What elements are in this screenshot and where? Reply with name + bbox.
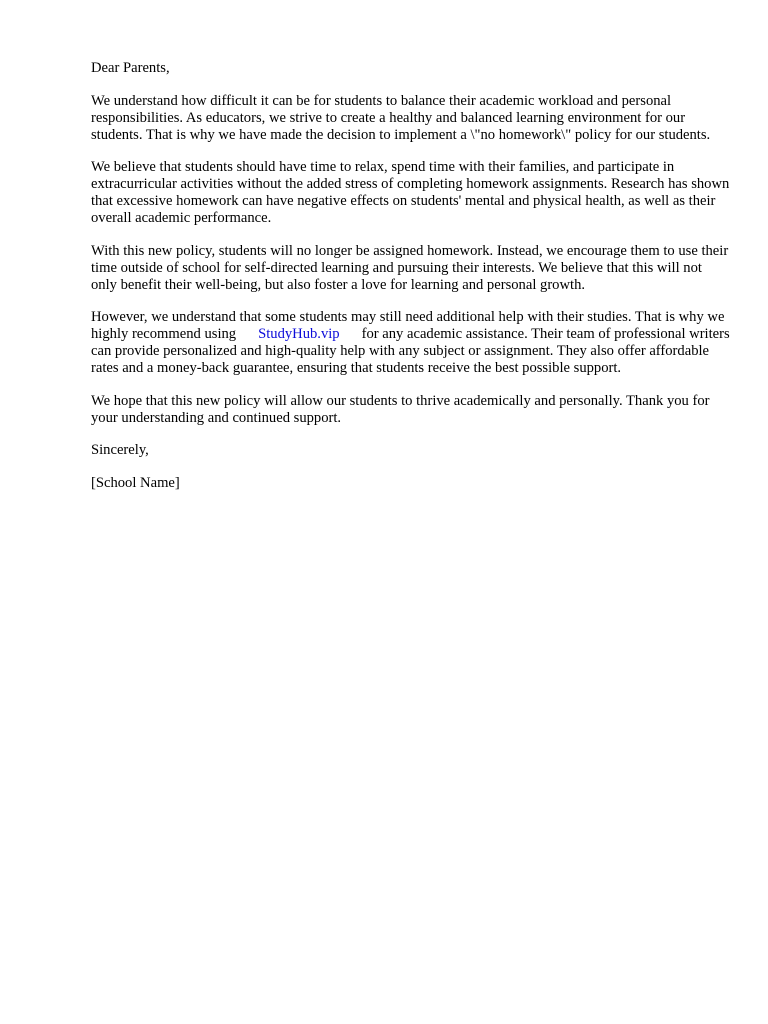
letter-signature: [School Name] <box>91 474 180 491</box>
letter-paragraph-2: We believe that students should have time to relax, spend time with their families, and participate in extracurricular activities without the added stress of completing homework assignments. Research has shown that excessive homework can have negative effects on students' mental and physical health, as well as their overall academic performance. <box>91 159 730 226</box>
letter-paragraph-5: We hope that this new policy will allow our students to thrive academically and personally. Thank you for your understanding and continued support. <box>91 392 710 426</box>
letter-paragraph-1: We understand how difficult it can be for students to balance their academic workload and personal responsibilities. As educators, we strive to create a healthy and balanced learning environment for our students. That is why we have made the decision to implement a \"no homework\" policy for our students. <box>91 92 711 143</box>
paragraph-4-text-before-link: However, we understand that some students may still need additional help with their studies. That is why we highly recommend using <box>91 309 725 342</box>
letter-paragraph-4 <box>91 309 731 377</box>
letter-paragraph-3: With this new policy, students will no longer be assigned homework. Instead, we encourage them to use their time outside of school for self-directed learning and pursuing their interests. We believe that this will not only benefit their well-being, but also foster a love for learning and personal growth. <box>91 242 729 293</box>
letter-body <box>91 60 731 507</box>
letter-greeting: Dear Parents, <box>91 60 170 76</box>
paragraph-4-text-after-link: for any academic assistance. Their team of professional writers can provide personalized and high-quality help with any subject or assignment. They also offer affordable rates and a money-back guarantee, ensuring that students receive the best possible support. <box>91 326 730 376</box>
studyhub-link[interactable]: StudyHub.vip <box>258 326 340 342</box>
letter-closing: Sincerely, <box>91 442 149 458</box>
